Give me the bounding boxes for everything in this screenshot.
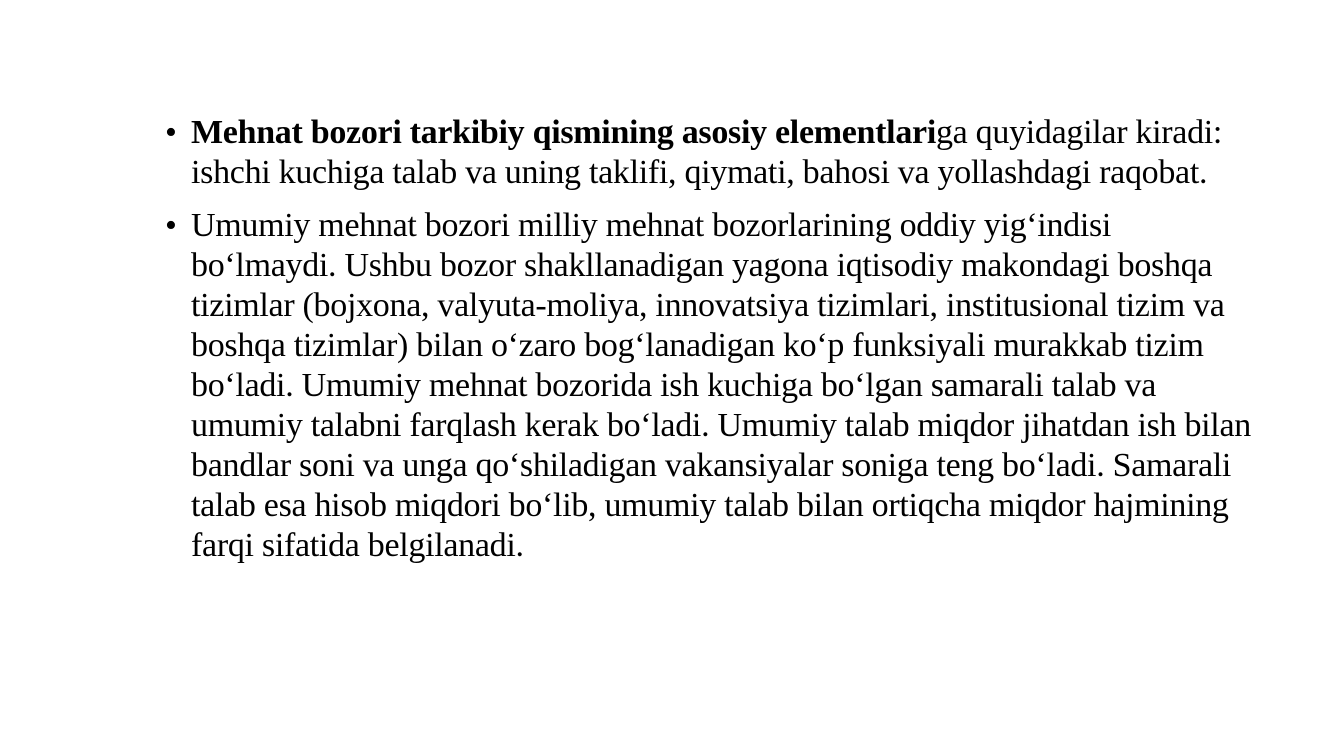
bullet-text: ga quyidagilar kiradi: ishchi kuchiga talab va uning taklifi, qiymati, bahosi va yollashdagi raqobat.	[191, 114, 1223, 191]
bullet-marker: •	[165, 114, 177, 151]
bullet-item-general-labor-market	[165, 206, 1255, 566]
bullet-item-labor-market-elements	[165, 113, 1255, 193]
bullet-marker: •	[165, 207, 177, 244]
bullet-bold-text: Mehnat bozori tarkibiy qismining asosiy elementlari	[191, 114, 936, 151]
bullet-list	[165, 113, 1255, 579]
bullet-text: Umumiy mehnat bozori milliy mehnat bozorlarining oddiy yig‘indisi bo‘lmaydi. Ushbu bozor shakllanadigan yagona iqtisodiy makondagi boshqa tizimlar (bojxona, valyuta-moliya, innovatsiya tizimlari, institusional tizim va boshqa tizimlar) bilan o‘zaro bog‘lanadigan ko‘p funksiyali murakkab tizim bo‘ladi. Umumiy mehnat bozorida ish kuchiga bo‘lgan samarali talab va umumiy talabni farqlash kerak bo‘ladi. Umumiy talab miqdor jihatdan ish bilan bandlar soni va unga qo‘shiladigan vakansiyalar soniga teng bo‘ladi. Samarali talab esa hisob miqdori bo‘lib, umumiy talab bilan ortiqcha miqdor hajmining farqi sifatida belgilanadi.	[191, 207, 1251, 564]
